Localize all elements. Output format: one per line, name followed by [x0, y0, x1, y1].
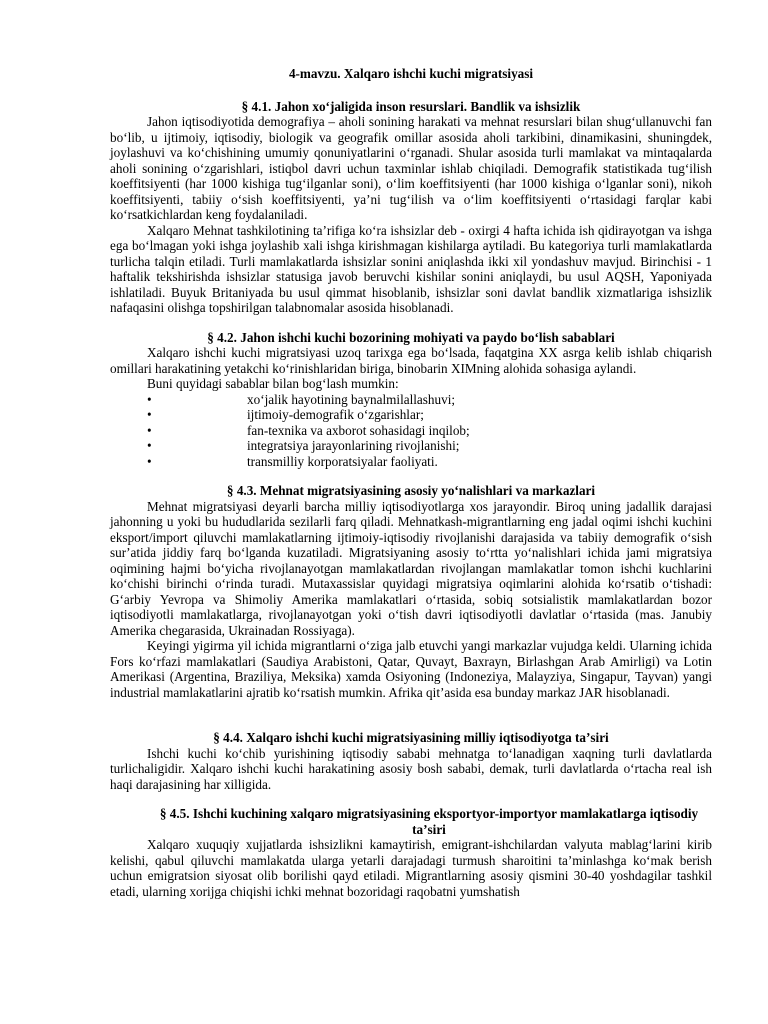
section-heading-4-1: § 4.1. Jahon xoʻjaligida inson resurslari. Bandlik va ishsizlik — [241, 98, 581, 114]
bullet-icon: • — [147, 422, 152, 438]
section-heading-4-3: § 4.3. Mehnat migratsiyasining asosiy yoʻnalishlari va markazlari — [226, 483, 596, 498]
document-page — [110, 66, 712, 899]
list-item: • xoʻjalik hayotining baynalmilallashuvi; — [110, 392, 712, 408]
paragraph: Xalqaro xuquqiy xujjatlarda ishsizlikni kamaytirish, emigrant-ishchilardan valyuta mablagʻlarini kirib kelishi, qabul qiluvchi mamlakatda ularga yetarli darajadagi turmush sharoitini taʼminlashga koʻmak berish uchun emigratsion siyosat olib borilishi qayd etiladi. Migrantlarning asosiy qismini 30-40 yoshdagilar tashkil etadi, ularning xorijga chiqishi ichki mehnat bozoridagi raqobatni yumshatish — [110, 837, 712, 899]
document-title: 4-mavzu. Xalqaro ishchi kuchi migratsiyasi — [288, 66, 534, 81]
section-heading-4-2: § 4.2. Jahon ishchi kuchi bozorining mohiyati va paydo boʻlish sabablari — [207, 329, 615, 345]
paragraph: Ishchi kuchi koʻchib yurishining iqtisodiy sababi mehnatga toʻlanadigan xaqning turli davlatlarda turlichaligidir. Xalqaro ishchi kuchi harakatining asosiy bosh sababi, demak, turli davlatlarda oʻrtacha real ish haqi darajasining har xilligida. — [110, 745, 712, 792]
list-item: • fan-texnika va axborot sohasidagi inqilob; — [110, 423, 712, 439]
bullet-icon: • — [147, 391, 152, 407]
bullet-icon: • — [147, 453, 152, 469]
paragraph: Xalqaro Mehnat tashkilotining taʼrifiga koʻra ishsizlar deb - oxirgi 4 hafta ichida ish qidirayotgan va ishga ega boʻlmagan yoki ishga joylashib xali ishga kirishmagan kishilarga aytiladi. Bu kategoriya turli mamlakatlarda turlicha talqin etiladi. Turli mamlakatlarda ishsizlar sonini aniqlashda ikki xil yondashuv mavjud. Birinchisi - 1 haftalik tekshirishda ishsizlar statusiga javob beruvchi kishilar sonini aniqlaydi, bu usul AQSH, Yaponiyada ishlatiladi. Buyuk Britaniyada bu usul qimmat hisoblanib, ishsizlar soni davlat bandlik xizmatlariga ishsizlik nafaqasini olishga topshirilgan talabnomalar asosida hisoblanadi. — [110, 222, 712, 315]
paragraph: Keyingi yigirma yil ichida migrantlarni oʻziga jalb etuvchi yangi markazlar vujudga keldi. Ularning ichida Fors koʻrfazi mamlakatlari (Saudiya Arabistoni, Qatar, Quvayt, Baxrayn, Birlashgan Arab Amirligi) va Lotin Amerikasi (Argentina, Braziliya, Meksika) xamda Osiyoning (Indoneziya, Malayziya, Singapur, Tayvan) yangi industrial mamlakatlarini ajratib koʻrsatish mumkin. Afrika qitʼasida esa bunday markaz JAR hisoblanadi. — [110, 638, 712, 700]
list-item: • transmilliy korporatsiyalar faoliyati. — [110, 454, 712, 470]
paragraph: Buni quyidagi sabablar bilan bogʻlash mumkin: — [147, 376, 399, 391]
list-item: • integratsiya jarayonlarining rivojlanishi; — [110, 438, 712, 454]
list-item: • ijtimoiy-demografik oʻzgarishlar; — [110, 407, 712, 423]
bullet-icon: • — [147, 407, 152, 422]
section-heading-4-5: § 4.5. Ishchi kuchining xalqaro migratsiyasining eksportyor-importyor mamlakatlarga iqtisodiy taʼsiri — [159, 806, 699, 837]
bullet-list — [110, 392, 712, 470]
paragraph: Jahon iqtisodiyotida demografiya – aholi sonining harakati va mehnat resurslari bilan shugʻullanuvchi fan boʻlib, u ijtimoiy, iqtisodiy, biologik va geografik omillar asosida aholi tarkibini, dinamikasini, shuningdek, joylashuvi va koʻchishining umumiy qonuniyatlarini oʻrganadi. Shular asosida turli mamlakat va mintaqalarda aholi sonining oʻzgarishlari, istiqbol davri uchun taxminlar ishlab chiqiladi. Demografik statistikada tugʻilish koeffitsiyenti (har 1000 kishiga tugʻilganlar soni), oʻlim koeffitsiyenti (har 1000 kishiga oʻlganlar soni), nikoh koeffitsiyenti, tabiiy oʻsish koeffitsiyenti, yaʼni tugʻilish va oʻlim koeffitsiyenti oʻrtasidagi farqlar kabi koʻrsatkichlardan keng foydalaniladi. — [110, 114, 712, 222]
paragraph: Mehnat migratsiyasi deyarli barcha milliy iqtisodiyotlarga xos jarayondir. Biroq uning jadallik darajasi jahonning u yoki bu hududlarida sezilarli farq qiladi. Mehnatkash-migrantlarning eng jadal oqimi ishchi kuchini eksport/import qiluvchi mamlakatlarning ijtimoiy-iqtisodiy rivojlanishi darajasida va tabiiy demografik oʻsish surʼatida jiddiy farq boʻlganda kuzatiladi. Migratsiyaning asosiy toʻrtta yoʻnalishlari ichida jami migratsiya oqimining hajmi boʻyicha rivojlanayotgan mamlakatlardan rivojlangan mamlakatlar tomon ishchi kuchlarini koʻchishi birinchi oʻrinda turadi. Mutaxassislar quyidagi migratsiya oqimlarini alohida koʻrsatib oʻtishadi: Gʻarbiy Yevropa va Shimoliy Amerika mamlakatlari oʻrtasida, sobiq sotsialistik mamlakatlardan bozor iqtisodiyotli mamlakatlarga, rivojlanayotgan yoki oʻtish davri iqtisodiyotli davlatlar oʻrtasida (mas. Janubiy Amerika chegarasida, Ukrainadan Rossiyaga). — [110, 498, 712, 638]
bullet-icon: • — [147, 438, 152, 453]
paragraph: Xalqaro ishchi kuchi migratsiyasi uzoq tarixga ega boʻlsada, faqatgina XX asrga kelib ishlab chiqarish omillari harakatining yetakchi koʻrinishlaridan biriga, binobarin XIMning alohida sohasiga aylandi. — [110, 345, 712, 376]
section-heading-4-4: § 4.4. Xalqaro ishchi kuchi migratsiyasining milliy iqtisodiyotga taʼsiri — [213, 730, 609, 745]
